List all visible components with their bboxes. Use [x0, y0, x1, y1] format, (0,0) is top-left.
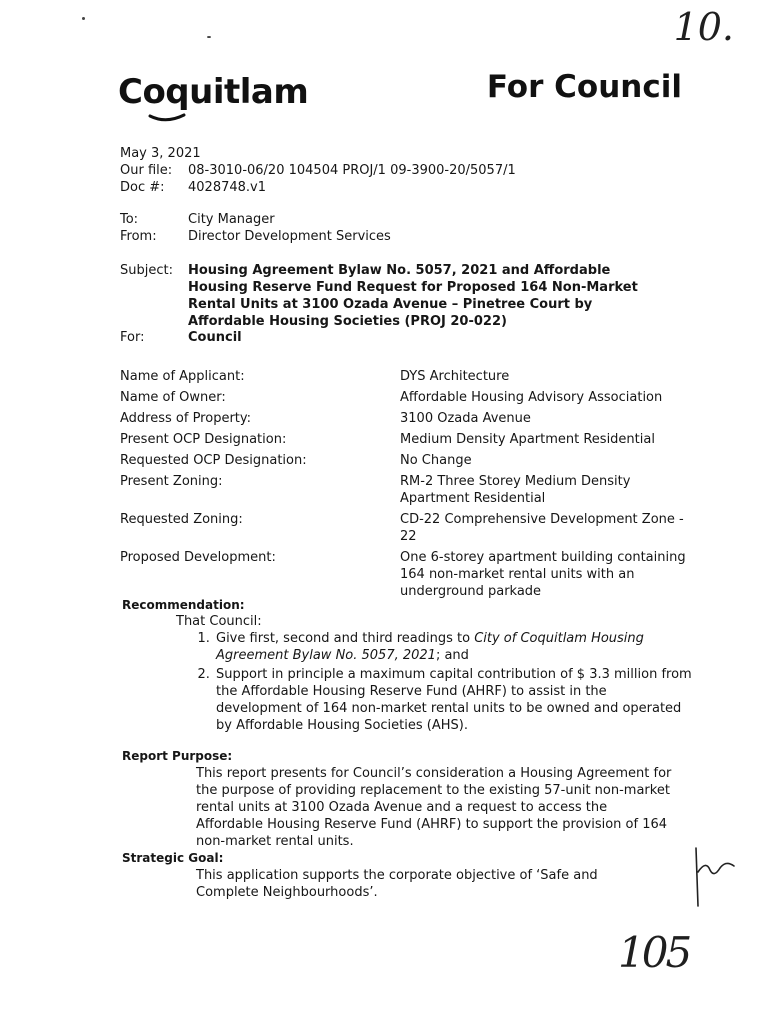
coquitlam-logo	[118, 72, 308, 112]
detail-label: Present OCP Designation:	[120, 432, 287, 447]
recommendation-item	[214, 630, 696, 664]
detail-value: One 6-storey apartment building containing 164 non-market rental units with an underground parkade	[400, 550, 686, 599]
application-details	[120, 368, 700, 604]
detail-label: Name of Owner:	[120, 390, 226, 405]
handwritten-initials-icon	[690, 842, 740, 912]
doc-number-value: 4028748.v1	[188, 180, 266, 195]
detail-value: RM-2 Three Storey Medium Density Apartment Residential	[400, 474, 631, 506]
recommendation-list	[176, 630, 696, 734]
rec-item-1-suffix: ; and	[435, 648, 469, 663]
detail-row	[120, 511, 700, 545]
report-date: May 3, 2021	[120, 146, 201, 161]
detail-value: DYS Architecture	[400, 369, 510, 384]
strategic-goal-text: This application supports the corporate objective of ‘Safe and Complete Neighbourhoods’.	[196, 868, 598, 900]
detail-value: Affordable Housing Advisory Association	[400, 390, 663, 405]
for-value: Council	[188, 330, 242, 345]
doc-number-label: Doc #:	[120, 180, 165, 195]
our-file-label: Our file:	[120, 163, 173, 178]
subject-text: Housing Agreement Bylaw No. 5057, 2021 and Affordable Housing Reserve Fund Request for Proposed 164 Non-Market Rental Units at 3100 Ozada Avenue – Pinetree Court by Affordable Housing Societies (PROJ 20-022)	[188, 263, 638, 329]
scan-speck	[207, 36, 211, 38]
detail-row	[120, 431, 700, 448]
subject-label: Subject:	[120, 263, 173, 278]
handwritten-page-mark: 10.	[673, 5, 734, 49]
detail-label: Proposed Development:	[120, 550, 276, 565]
report-purpose-text: This report presents for Council’s consideration a Housing Agreement for the purpose of providing replacement to the existing 57-unit non-market rental units at 3100 Ozada Avenue and a request to access the Affordable Housing Reserve Fund (AHRF) to support the provision of 164 non-market rental units.	[196, 766, 672, 849]
detail-label: Requested OCP Designation:	[120, 453, 307, 468]
detail-value: 3100 Ozada Avenue	[400, 411, 531, 426]
detail-row	[120, 410, 700, 427]
our-file-value: 08-3010-06/20 104504 PROJ/1 09-3900-20/5057/1	[188, 163, 516, 178]
report-purpose-heading: Report Purpose:	[122, 749, 233, 763]
logo-swoosh-icon	[148, 112, 186, 124]
from-label: From:	[120, 229, 157, 244]
detail-value: Medium Density Apartment Residential	[400, 432, 655, 447]
scan-speck	[82, 17, 85, 20]
routing-block	[120, 211, 391, 245]
detail-value: CD-22 Comprehensive Development Zone - 22	[400, 512, 684, 544]
subject-block	[120, 262, 668, 330]
to-label: To:	[120, 212, 139, 227]
for-label: For:	[120, 330, 145, 345]
detail-label: Present Zoning:	[120, 474, 223, 489]
strategic-goal-heading: Strategic Goal:	[122, 851, 224, 865]
detail-row	[120, 549, 700, 600]
rec-item-2-text: Support in principle a maximum capital contribution of $ 3.3 million from the Affordable Housing Reserve Fund (AHRF) to assist in the development of 164 non-market rental units to be owned and operated by Affordable Housing Societies (AHS).	[216, 667, 692, 733]
to-value: City Manager	[188, 212, 275, 227]
detail-label: Name of Applicant:	[120, 369, 245, 384]
recommendation-heading: Recommendation:	[122, 598, 245, 612]
rec-item-1-text: Give first, second and third readings to	[216, 631, 475, 646]
from-value: Director Development Services	[188, 229, 391, 244]
logo-text: Coquitlam	[118, 72, 309, 112]
detail-row	[120, 452, 700, 469]
file-metadata	[120, 145, 516, 196]
document-type-title: For Council	[486, 69, 682, 105]
recommendation-body	[176, 613, 696, 736]
handwritten-page-number: 105	[618, 928, 690, 977]
recommendation-item	[214, 666, 696, 734]
detail-row	[120, 473, 700, 507]
detail-label: Address of Property:	[120, 411, 252, 426]
detail-label: Requested Zoning:	[120, 512, 243, 527]
bylaw-title: City of Coquitlam Housing Agreement Bylaw No. 5057, 2021	[216, 631, 644, 663]
recommendation-intro: That Council:	[176, 614, 262, 629]
detail-row	[120, 389, 700, 406]
detail-value: No Change	[400, 453, 472, 468]
for-block	[120, 330, 242, 345]
detail-row	[120, 368, 700, 385]
